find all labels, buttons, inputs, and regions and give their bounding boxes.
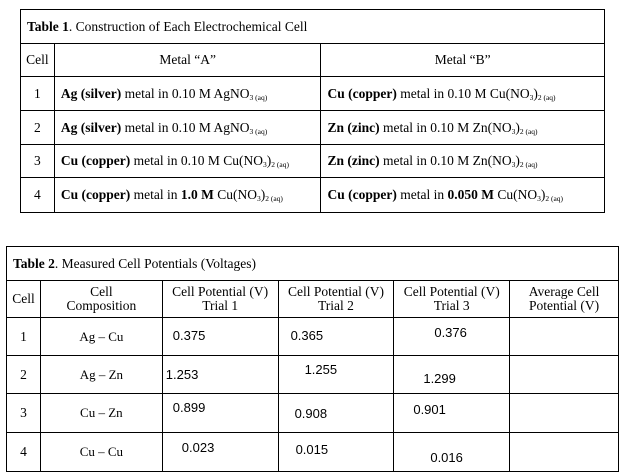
table-2-cell-number: 3	[7, 394, 41, 433]
table-2-header-composition: Cell Composition	[40, 281, 162, 318]
table-1-caption	[21, 10, 605, 44]
table-2-trial-1	[162, 433, 278, 472]
table-1-metal-b: Zn (zinc) metal in 0.10 M $Zn(NO_3)_2$ $_{(aq)}$	[321, 145, 605, 178]
trial-3-value: 1.299	[423, 371, 456, 386]
table-1-caption-text: . Construction of Each Electrochemical Cell	[68, 18, 308, 34]
table-row	[7, 318, 619, 356]
table-1-cell-number: 2	[21, 111, 55, 145]
table-2-composition: Ag – Zn	[40, 356, 162, 394]
table-2-caption-text: . Measured Cell Potentials (Voltages)	[54, 255, 256, 271]
table-2	[6, 246, 619, 472]
table-2-header-trial-1: Cell Potential (V) Trial 1	[162, 281, 278, 318]
table-2-caption	[7, 247, 619, 281]
table-2-trial-1	[162, 318, 278, 356]
trial-3-value: 0.016	[430, 450, 463, 465]
table-2-header-trial-2: Cell Potential (V) Trial 2	[278, 281, 394, 318]
table-row	[7, 356, 619, 394]
trial-2-value: 1.255	[304, 362, 338, 377]
table-2-trial-2	[278, 356, 394, 394]
trial-1-value: 0.023	[181, 440, 215, 455]
table-row	[21, 77, 605, 111]
table-2-composition: Cu – Zn	[40, 394, 162, 433]
table-2-composition: Ag – Cu	[40, 318, 162, 356]
table-1-header-metal-b: Metal “B”	[321, 44, 605, 77]
table-2-trial-2	[278, 394, 394, 433]
table-1-header-metal-a: Metal “A”	[54, 44, 321, 77]
table-1-header-cell: Cell	[21, 44, 55, 77]
table-1-metal-a: Ag (silver) metal in 0.10 M AgNO$_3$ $_{(aq)}$	[54, 77, 321, 111]
table-2-trial-2	[278, 433, 394, 472]
table-1-cell-number: 3	[21, 145, 55, 178]
table-2-header-cell: Cell	[7, 281, 41, 318]
table-2-cell-number: 2	[7, 356, 41, 394]
trial-1-value: 0.899	[172, 400, 206, 415]
table-2-trial-2	[278, 318, 394, 356]
trial-2-value: 0.365	[290, 328, 324, 343]
table-2-composition: Cu – Cu	[40, 433, 162, 472]
table-1-metal-a: Ag (silver) metal in 0.10 M AgNO$_3$ $_{(aq)}$	[54, 111, 321, 145]
table-row	[7, 433, 619, 472]
table-2-trial-3	[394, 394, 510, 433]
table-2-average	[510, 356, 619, 394]
table-1-metal-a: Cu (copper) metal in 0.10 M $Cu(NO_3)_2$ $_{(aq)}$	[54, 145, 321, 178]
table-1-metal-b: Cu (copper) metal in 0.050 M $Cu(NO_3)_2$ $_{(aq)}$	[321, 178, 605, 213]
table-1-metal-b: Zn (zinc) metal in 0.10 M $Zn(NO_3)_2$ $_{(aq)}$	[321, 111, 605, 145]
table-2-average	[510, 394, 619, 433]
trial-3-value: 0.376	[434, 325, 467, 340]
trial-2-value: 0.015	[295, 442, 329, 457]
table-row	[7, 394, 619, 433]
table-2-average	[510, 318, 619, 356]
table-2-trial-3	[394, 318, 510, 356]
trial-1-value: 1.253	[165, 367, 199, 382]
table-2-header-average: Average Cell Potential (V)	[510, 281, 619, 318]
table-row	[21, 145, 605, 178]
table-1-metal-b: Cu (copper) metal in 0.10 M $Cu(NO_3)_2$ $_{(aq)}$	[321, 77, 605, 111]
table-2-caption-label: Table 2	[13, 255, 55, 271]
table-2-trial-1	[162, 394, 278, 433]
table-1-cell-number: 4	[21, 178, 55, 213]
table-2-cell-number: 1	[7, 318, 41, 356]
table-2-trial-3	[394, 356, 510, 394]
table-row	[21, 111, 605, 145]
table-1-cell-number: 1	[21, 77, 55, 111]
table-2-average	[510, 433, 619, 472]
trial-3-value: 0.901	[413, 402, 446, 417]
table-2-trial-3	[394, 433, 510, 472]
table-row	[21, 178, 605, 213]
trial-2-value: 0.908	[294, 406, 328, 421]
table-2-cell-number: 4	[7, 433, 41, 472]
table-2-header-trial-3: Cell Potential (V) Trial 3	[394, 281, 510, 318]
table-2-trial-1	[162, 356, 278, 394]
table-1-metal-a: Cu (copper) metal in 1.0 M $Cu(NO_3)_2$ $_{(aq)}$	[54, 178, 321, 213]
table-1-caption-label: Table 1	[27, 18, 69, 34]
trial-1-value: 0.375	[172, 328, 206, 343]
table-1	[20, 9, 605, 213]
